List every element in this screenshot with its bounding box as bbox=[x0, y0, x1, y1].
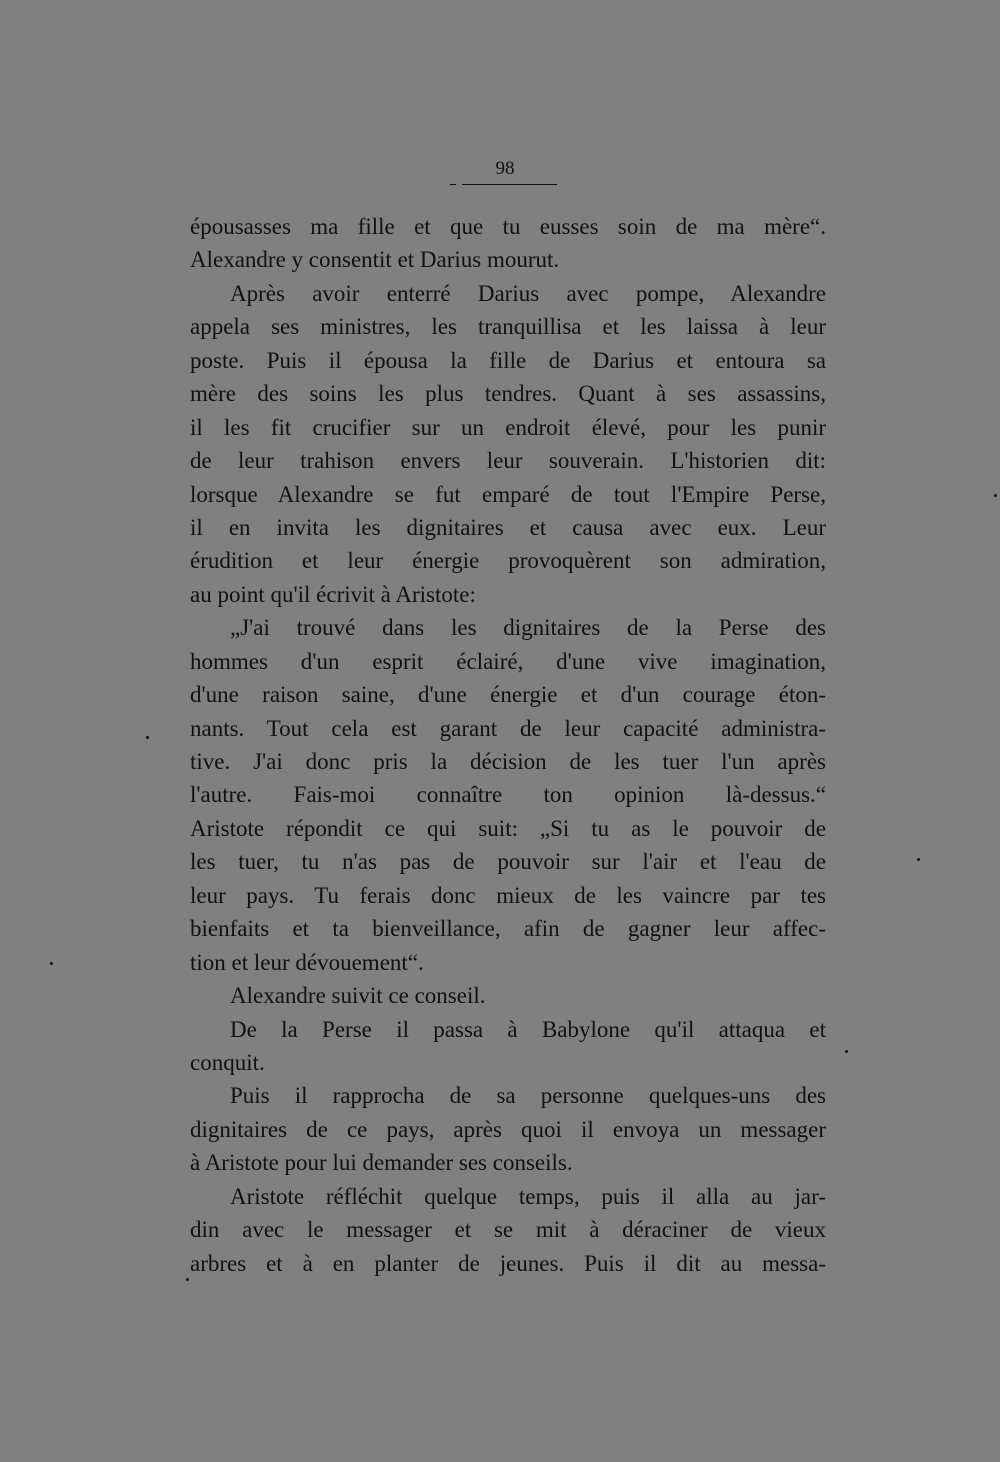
text-line: leur pays. Tu ferais donc mieux de les vaincre par tes bbox=[190, 882, 826, 908]
text-line: il les fit crucifier sur un endroit élevé, pour les punir bbox=[190, 414, 826, 440]
text-line: conquit. bbox=[190, 1049, 265, 1075]
text-line: à Aristote pour lui demander ses conseils. bbox=[190, 1150, 573, 1176]
text-line: poste. Puis il épousa la fille de Darius et entoura sa bbox=[190, 347, 826, 373]
text-line: De la Perse il passa à Babylone qu'il attaqua et bbox=[230, 1016, 826, 1042]
text-line: Alexandre suivit ce conseil. bbox=[230, 983, 486, 1009]
page-number: 98 bbox=[495, 158, 515, 179]
text-line: din avec le messager et se mit à déraciner de vieux bbox=[190, 1217, 826, 1243]
print-speck bbox=[146, 736, 149, 739]
text-line: hommes d'un esprit éclairé, d'une vive imagination, bbox=[190, 648, 826, 674]
text-line: épousasses ma fille et que tu eusses soin de ma mère“. bbox=[190, 214, 826, 239]
header-rule bbox=[462, 184, 557, 185]
text-line: tive. J'ai donc pris la décision de les tuer l'un après bbox=[190, 749, 826, 774]
print-speck bbox=[186, 1278, 189, 1281]
text-line: tion et leur dévouement“. bbox=[190, 949, 424, 975]
text-line: „J'ai trouvé dans les dignitaires de la Perse des bbox=[230, 615, 826, 641]
text-line: lorsque Alexandre se fut emparé de tout l'Empire Perse, bbox=[190, 481, 826, 507]
text-line: dignitaires de ce pays, après quoi il envoya un messager bbox=[190, 1116, 826, 1142]
text-line: l'autre. Fais-moi connaître ton opinion là-dessus.“ bbox=[190, 782, 826, 808]
print-speck bbox=[50, 962, 53, 965]
text-line: mère des soins les plus tendres. Quant à ses assassins, bbox=[190, 381, 826, 407]
text-line: Aristote réfléchit quelque temps, puis il alla au jar- bbox=[230, 1183, 826, 1209]
text-line: érudition et leur énergie provoquèrent son admiration, bbox=[190, 548, 826, 574]
text-line: au point qu'il écrivit à Aristote: bbox=[190, 581, 476, 607]
text-line: Puis il rapprocha de sa personne quelques-uns des bbox=[230, 1083, 826, 1109]
print-speck bbox=[994, 494, 997, 497]
text-line: Après avoir enterré Darius avec pompe, Alexandre bbox=[230, 280, 826, 306]
text-line: de leur trahison envers leur souverain. L'historien dit: bbox=[190, 448, 826, 474]
text-line: les tuer, tu n'as pas de pouvoir sur l'air et l'eau de bbox=[190, 849, 826, 875]
header-rule-tick bbox=[450, 184, 456, 185]
text-line: nants. Tout cela est garant de leur capacité administra- bbox=[190, 715, 826, 741]
text-line: Alexandre y consentit et Darius mourut. bbox=[190, 247, 560, 273]
text-line: arbres et à en planter de jeunes. Puis il dit au messa- bbox=[190, 1250, 826, 1276]
text-line: d'une raison saine, d'une énergie et d'un courage éton- bbox=[190, 682, 826, 708]
print-speck bbox=[845, 1050, 848, 1053]
print-speck bbox=[917, 858, 920, 861]
body-text bbox=[190, 210, 826, 1280]
text-line: il en invita les dignitaires et causa avec eux. Leur bbox=[190, 514, 826, 540]
text-line: bienfaits et ta bienveillance, afin de gagner leur affec- bbox=[190, 916, 826, 942]
text-line: appela ses ministres, les tranquillisa et les laissa à leur bbox=[190, 314, 826, 340]
text-line: Aristote répondit ce qui suit: „Si tu as le pouvoir de bbox=[190, 815, 826, 841]
